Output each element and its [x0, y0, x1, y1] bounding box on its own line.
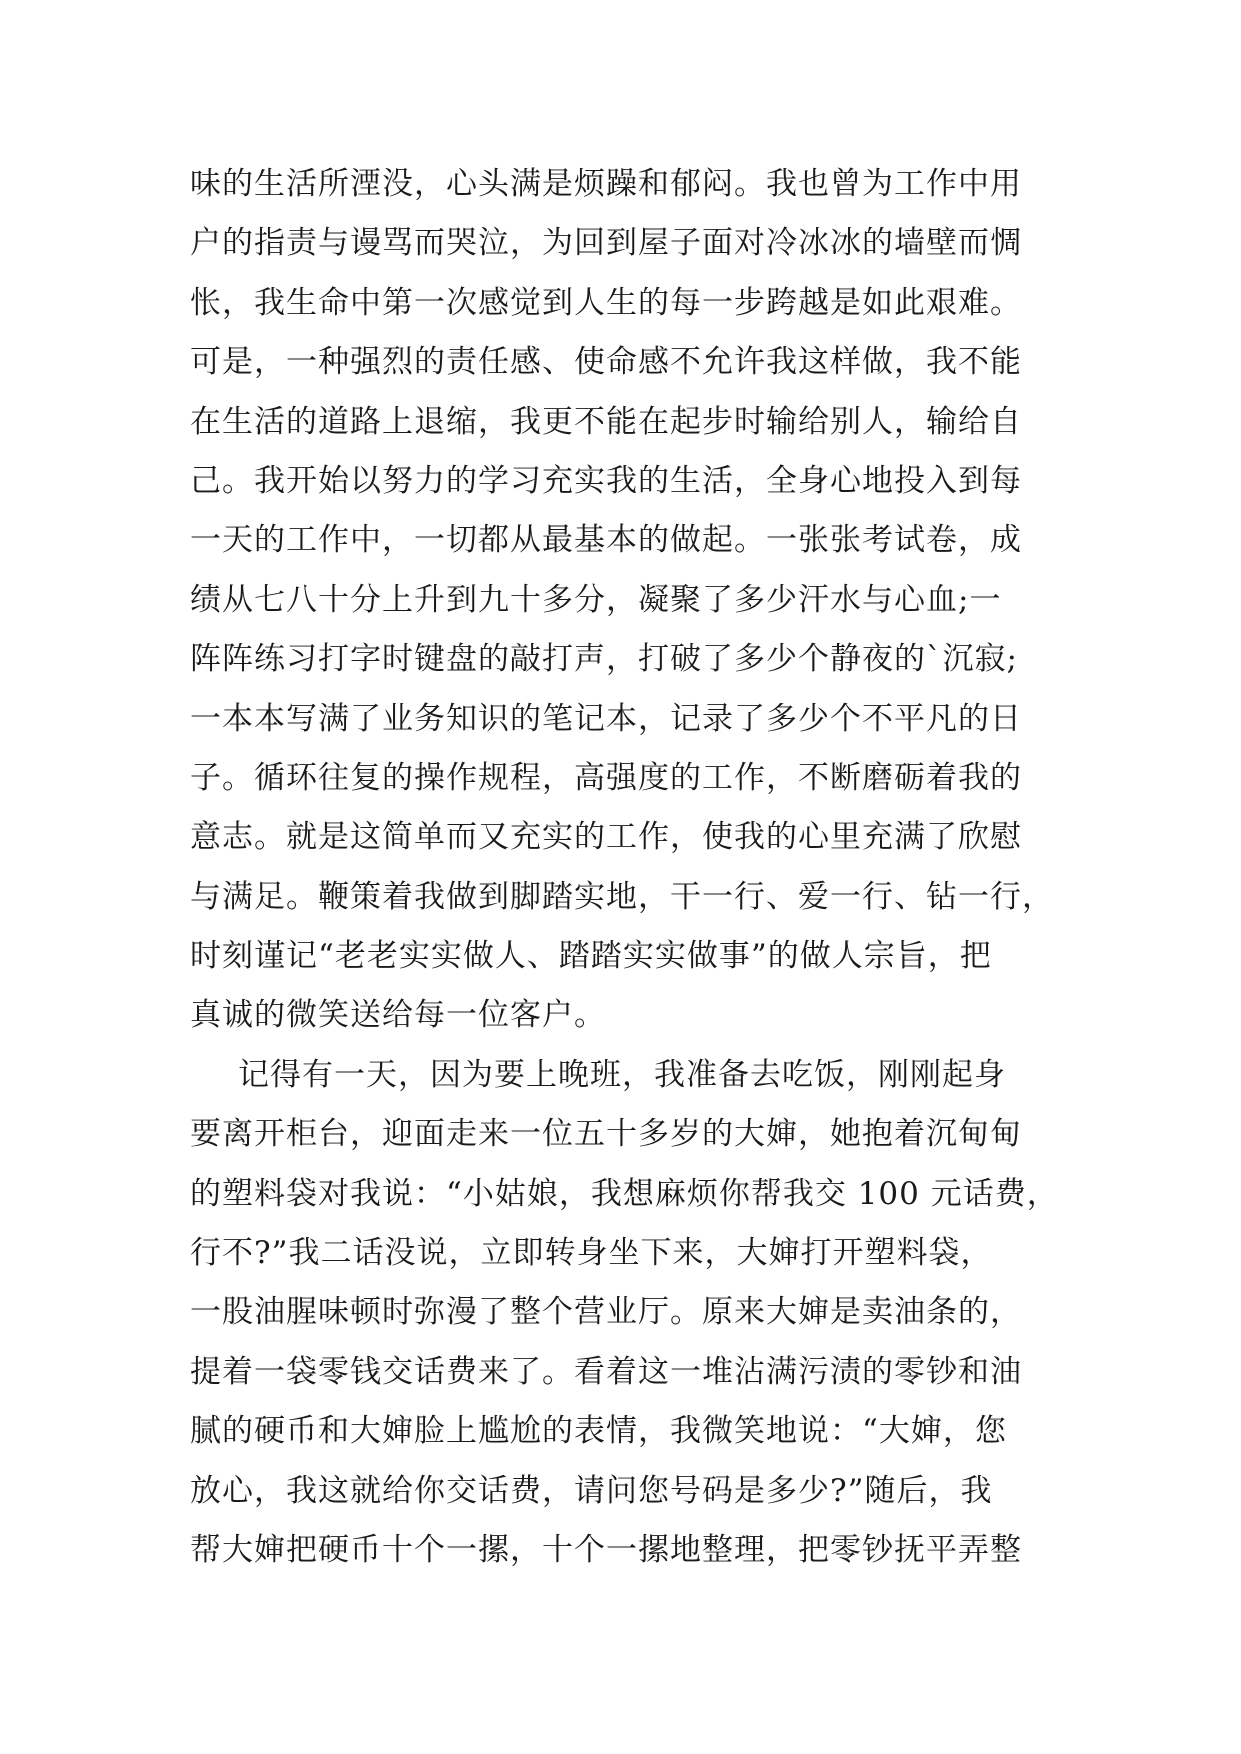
paragraph-1: [190, 162, 1070, 1053]
text-line: 放心，我这就给你交话费，请问您号码是多少?”随后，我: [190, 1472, 993, 1509]
text-line: 怅，我生命中第一次感觉到人生的每一步跨越是如此艰难。: [190, 284, 1022, 321]
text-line: 子。循环往复的操作规程，高强度的工作，不断磨砺着我的: [190, 759, 1022, 796]
text-line: 的塑料袋对我说：“小姑娘，我想麻烦你帮我交 100 元话费，: [190, 1175, 1059, 1212]
text-line: 一本本写满了业务知识的笔记本，记录了多少个不平凡的日: [190, 700, 1022, 737]
text-line: 一股油腥味顿时弥漫了整个营业厅。原来大婶是卖油条的，: [190, 1294, 1022, 1331]
text-line: 意志。就是这简单而又充实的工作，使我的心里充满了欣慰: [190, 819, 1022, 856]
paragraph-2: [190, 1053, 1070, 1588]
text-line: 腻的硬币和大婶脸上尴尬的表情，我微笑地说：“大婶，您: [190, 1413, 1007, 1450]
text-line: 帮大婶把硬币十个一摞，十个一摞地整理，把零钞抚平弄整: [190, 1531, 1022, 1568]
text-line: 提着一袋零钱交话费来了。看着这一堆沾满污渍的零钞和油: [190, 1353, 1022, 1390]
text-line: 在生活的道路上退缩，我更不能在起步时输给别人，输给自: [190, 403, 1022, 440]
text-line: 与满足。鞭策着我做到脚踏实地，干一行、爱一行、钻一行，: [190, 878, 1054, 915]
text-line: 记得有一天，因为要上晚班，我准备去吃饭，刚刚起身: [238, 1056, 1006, 1093]
text-line: 可是，一种强烈的责任感、使命感不允许我这样做，我不能: [190, 344, 1022, 381]
text-line: 户的指责与谩骂而哭泣，为回到屋子面对冷冰冰的墙壁而惆: [190, 225, 1022, 262]
text-line: 绩从七八十分上升到九十多分，凝聚了多少汗水与心血;一: [190, 581, 1002, 618]
text-line: 真诚的微笑送给每一位客户。: [190, 997, 606, 1034]
text-line: 一天的工作中，一切都从最基本的做起。一张张考试卷，成: [190, 522, 1022, 559]
text-line: 味的生活所湮没，心头满是烦躁和郁闷。我也曾为工作中用: [190, 166, 1022, 202]
text-line: 己。我开始以努力的学习充实我的生活，全身心地投入到每: [190, 462, 1022, 499]
text-line: 时刻谨记“老老实实做人、踏踏实实做事”的做人宗旨，把: [190, 938, 992, 975]
text-line: 阵阵练习打字时键盘的敲打声，打破了多少个静夜的`沉寂;: [190, 641, 1018, 678]
text-line: 行不?”我二话没说，立即转身坐下来，大婶打开塑料袋，: [190, 1235, 993, 1272]
text-line: 要离开柜台，迎面走来一位五十多岁的大婶，她抱着沉甸甸: [190, 1116, 1022, 1153]
document-body: [190, 162, 1070, 1587]
